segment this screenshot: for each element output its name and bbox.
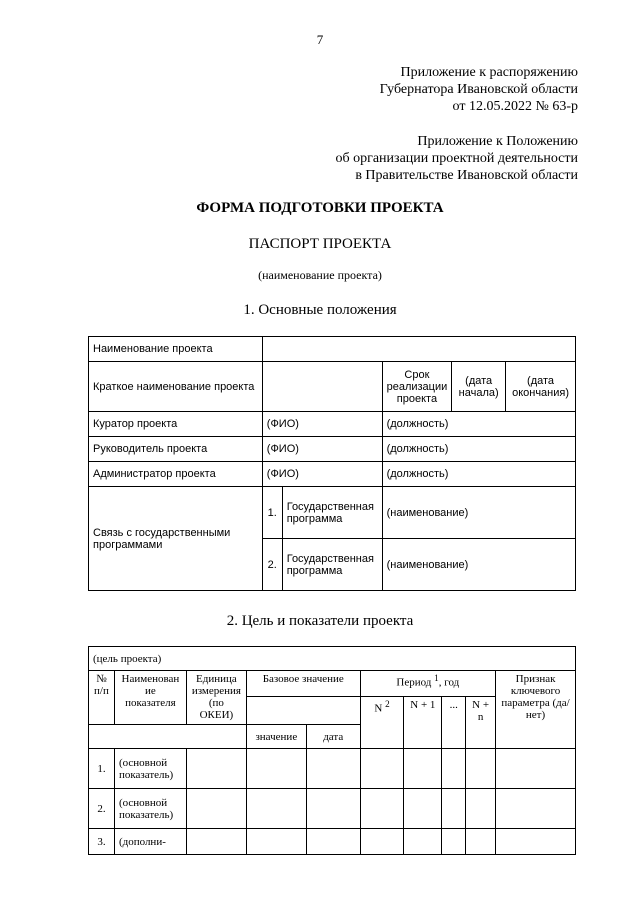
section1-title: 1. Основные положения <box>243 302 397 318</box>
end-date: (дата окончания) <box>506 362 576 412</box>
row-number: 3. <box>89 829 115 855</box>
admin-label: Администратор проекта <box>89 462 263 487</box>
col-value-header: значение <box>246 725 306 749</box>
approval-line: в Правительстве Ивановской области <box>355 168 578 183</box>
manager-label: Руководитель проекта <box>89 437 263 462</box>
col-period-header <box>360 671 495 697</box>
col-base-header: Базовое значение <box>246 671 360 697</box>
col-key-header: Признак ключевого параметра (да/нет) <box>496 671 576 749</box>
indicator-name: (основной показатель) <box>114 749 186 789</box>
approval-line: Губернатора Ивановской области <box>379 82 578 97</box>
goal-indicators-table <box>88 646 576 855</box>
program-naming: (наименование) <box>382 487 575 539</box>
col-date-header: дата <box>306 725 360 749</box>
links-label: Связь с государственными программами <box>89 487 263 591</box>
header-filler <box>89 725 247 749</box>
passport-title: ПАСПОРТ ПРОЕКТА <box>248 236 392 252</box>
approval-line: Приложение к Положению <box>417 134 578 149</box>
curator-fio: (ФИО) <box>262 412 382 437</box>
curator-position: (должность) <box>382 412 575 437</box>
start-date: (дата начала) <box>452 362 506 412</box>
indicator-name: (дополни- <box>114 829 186 855</box>
col-nn-header: N + n <box>466 697 496 749</box>
term-label: Срок реализации проекта <box>382 362 452 412</box>
col-name-header: Наименован ие показателя <box>114 671 186 725</box>
goal-cell: (цель проекта) <box>89 647 576 671</box>
approval-block-order <box>380 64 578 115</box>
page-number: 7 <box>316 32 324 47</box>
col-dots-header: ... <box>442 697 466 749</box>
col-unit-header: Единица измерения (по ОКЕИ) <box>186 671 246 725</box>
indicator-name: (основной показатель) <box>114 789 186 829</box>
program-name: Государственная программа <box>282 539 382 591</box>
col-n-header <box>360 697 404 749</box>
program-row-number: 2. <box>262 539 282 591</box>
period-label: Период <box>396 676 432 689</box>
n-label: N <box>374 702 383 715</box>
row-number: 2. <box>89 789 115 829</box>
curator-label: Куратор проекта <box>89 412 263 437</box>
project-name-label: Наименование проекта <box>89 337 263 362</box>
form-title: ФОРМА ПОДГОТОВКИ ПРОЕКТА <box>196 200 444 216</box>
short-name-label: Краткое наименование проекта <box>89 362 263 412</box>
period-footnote: 1 <box>434 673 439 683</box>
admin-fio: (ФИО) <box>262 462 382 487</box>
program-name: Государственная программа <box>282 487 382 539</box>
approval-line: об организации проектной деятельности <box>335 151 578 166</box>
col-num-header: № п/п <box>89 671 115 725</box>
manager-fio: (ФИО) <box>262 437 382 462</box>
project-name-cell <box>262 337 575 362</box>
project-name-hint: (наименование проекта) <box>258 268 382 282</box>
approval-block-regulation <box>335 133 578 184</box>
admin-position: (должность) <box>382 462 575 487</box>
manager-position: (должность) <box>382 437 575 462</box>
n-footnote: 2 <box>385 699 390 709</box>
short-name-cell <box>262 362 382 412</box>
col-n1-header: N + 1 <box>404 697 442 749</box>
base-empty <box>246 697 360 725</box>
main-provisions-table <box>88 336 576 591</box>
program-row-number: 1. <box>262 487 282 539</box>
row-number: 1. <box>89 749 115 789</box>
program-naming: (наименование) <box>382 539 575 591</box>
section2-title: 2. Цель и показатели проекта <box>226 613 414 629</box>
approval-line: от 12.05.2022 № 63-р <box>452 99 578 114</box>
period-year: , год <box>438 676 460 689</box>
approval-line: Приложение к распоряжению <box>400 65 578 80</box>
